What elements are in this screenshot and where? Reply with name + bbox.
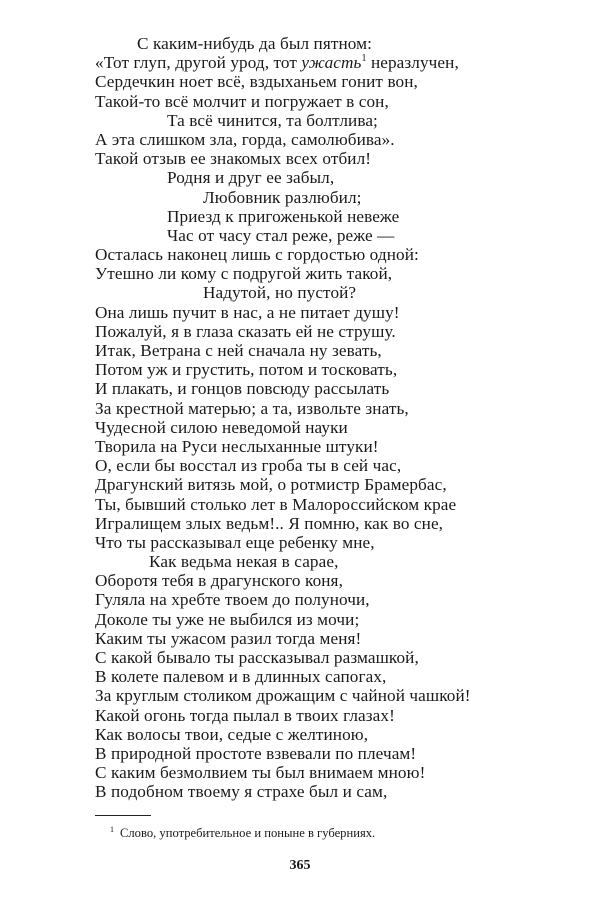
- poem-line: Час от часу стал реже, реже —: [167, 225, 395, 245]
- poem-line: Как волосы твои, седые с желтиною,: [95, 724, 369, 744]
- poem-line: Она лишь пучит в нас, а не питает душу!: [95, 302, 400, 322]
- poem-line: Каким ты ужасом разил тогда меня!: [95, 628, 362, 648]
- poem-line: В колете палевом и в длинных сапогах,: [95, 667, 387, 687]
- poem-line: В природной простоте взвевали по плечам!: [95, 743, 417, 763]
- poem-line: И плакать, и гонцов повсюду рассылать: [95, 379, 390, 399]
- poem-line: Такой-то всё молчит и погружает в сон,: [95, 91, 389, 111]
- poem-line-start: «Тот глуп, другой урод, тот: [95, 53, 302, 73]
- poem-line: Ты, бывший столько лет в Малороссийском крае: [95, 494, 457, 514]
- poem-line: Любовник разлюбил;: [203, 187, 362, 207]
- poem-line: Итак, Ветрана с ней сначала ну зевать,: [95, 341, 382, 360]
- poem-line: Игралищем злых ведьм!.. Я помню, как во сне,: [95, 513, 444, 533]
- poem-line: Доколе ты уже не выбился из мочи;: [95, 609, 360, 629]
- poem-line: С каким-нибудь да был пятном:: [137, 34, 372, 53]
- footnote-text: Слово, употребительное и поныне в губерниях.: [120, 826, 376, 840]
- poem-line: Осталась наконец лишь с гордостью одной:: [95, 245, 419, 265]
- poem-line: Что ты рассказывал еще ребенку мне,: [95, 532, 375, 552]
- poem-line: Сердечкин ноет всё, вздыханьем гонит вон,: [95, 72, 418, 92]
- poem-line: Родня и друг ее забыл,: [167, 168, 335, 188]
- poem-line: О, если бы восстал из гроба ты в сей час,: [95, 456, 402, 476]
- italic-word: ужасть: [301, 53, 362, 73]
- poem-line: За крестной матерью; а та, извольте знать,: [95, 398, 409, 418]
- poem-line-end: неразлучен,: [366, 53, 459, 73]
- poem-line: Пожалуй, я в глаза сказать ей не струшу.: [95, 321, 396, 341]
- poem-line: Гуляла на хребте твоем до полуночи,: [95, 590, 370, 610]
- poem-line: С какой бывало ты рассказывал размашкой,: [95, 648, 419, 667]
- poem-line: Надутой, но пустой?: [203, 283, 357, 303]
- poem-line: Оборотя тебя в драгунского коня,: [95, 571, 343, 591]
- poem-line: Как ведьма некая в сарае,: [149, 552, 339, 572]
- poem-line: А эта слишком зла, горда, самолюбива».: [95, 129, 395, 149]
- poem-line: Творила на Руси неслыханные штуки!: [95, 436, 379, 456]
- poem-line: Утешно ли кому с подругой жить такой,: [95, 264, 393, 284]
- poem-text: [95, 34, 555, 802]
- poem-line: Драгунский витязь мой, о ротмистр Брамербас,: [95, 475, 447, 495]
- footnote-divider: [95, 815, 151, 816]
- poem-line: Приезд к пригоженькой невеже: [167, 206, 400, 226]
- poem-line: Та всё чинится, та болтлива;: [167, 110, 378, 130]
- footnote: [110, 825, 375, 841]
- poem-line: Какой огонь тогда пылал в твоих глазах!: [95, 705, 395, 725]
- footnote-mark: 1: [110, 825, 114, 834]
- poem-line: Такой отзыв ее знакомых всех отбил!: [95, 149, 372, 169]
- poem-line: Чудесной силою неведомой науки: [95, 417, 348, 437]
- poem-line: За круглым столиком дрожащим с чайной чашкой!: [95, 686, 471, 706]
- poem-line: [95, 53, 555, 72]
- poem-line: В подобном твоему я страхе был и сам,: [95, 782, 388, 802]
- page-number: 365: [289, 858, 311, 873]
- poem-line: С каким безмолвием ты был внимаем мною!: [95, 763, 426, 783]
- footnote-reference: 1: [361, 53, 367, 65]
- poem-line: Потом уж и грустить, потом и тосковать,: [95, 360, 398, 380]
